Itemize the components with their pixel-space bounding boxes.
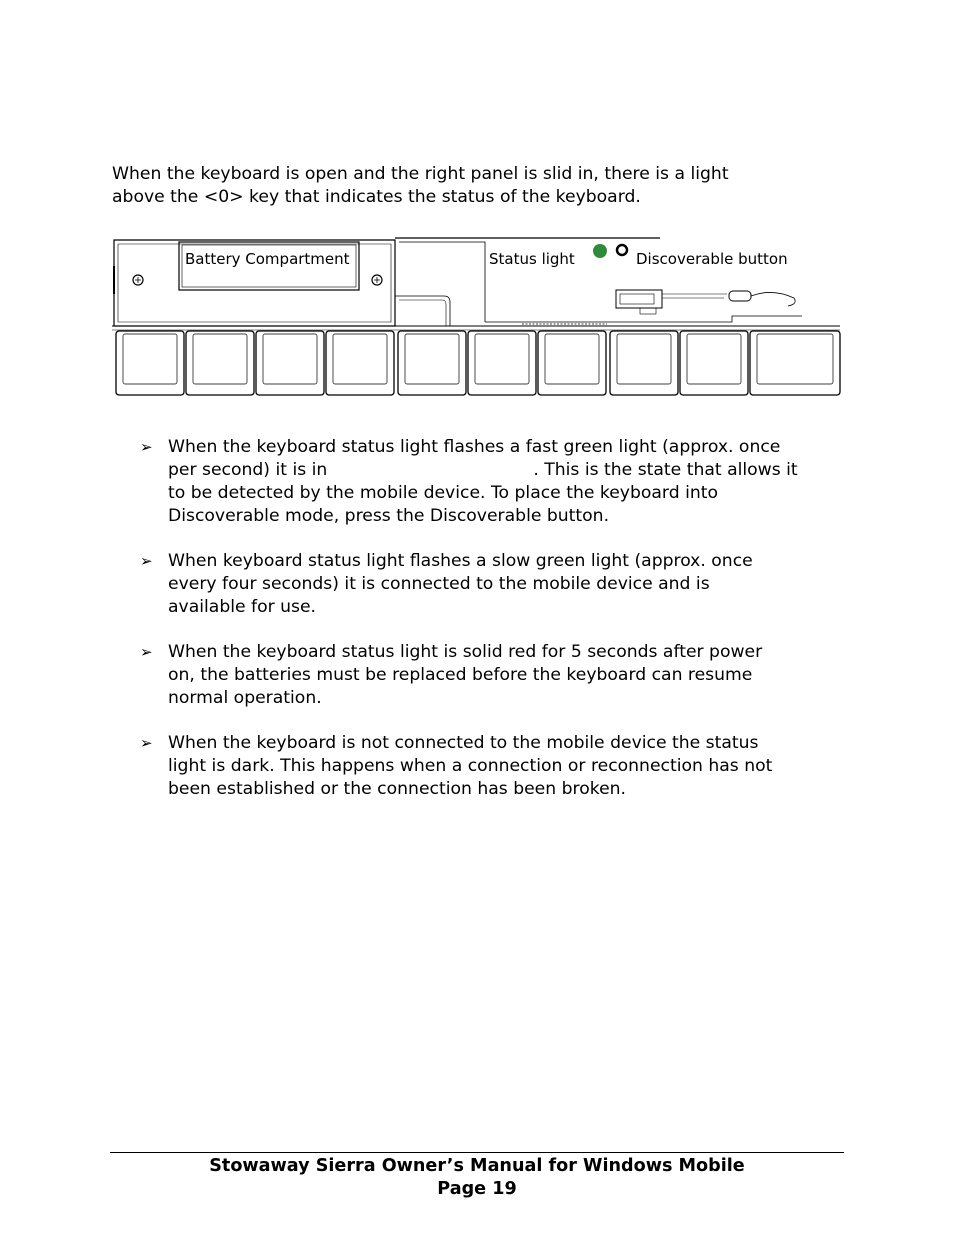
bullet-line: light is dark. This happens when a connection or reconnection has not — [168, 756, 773, 776]
bullet-line — [168, 459, 848, 482]
bullet-arrow-icon: ➢ — [140, 643, 153, 661]
footer-title: Stowaway Sierra Owner’s Manual for Windows Mobile — [209, 1156, 745, 1176]
bullet-line: been established or the connection has been broken. — [168, 779, 626, 799]
bullet-arrow-icon: ➢ — [140, 438, 153, 456]
bullet-line: Discoverable mode, press the Discoverable button. — [168, 506, 610, 526]
bullet-line: normal operation. — [168, 688, 322, 708]
bullet-line: on, the batteries must be replaced before the keyboard can resume — [168, 665, 753, 685]
key — [610, 331, 678, 395]
key — [538, 331, 606, 395]
bullet-line: available for use. — [168, 597, 317, 617]
bullet-line: When the keyboard status light flashes a fast green light (approx. once — [168, 437, 781, 457]
bullet-line: every four seconds) it is connected to the mobile device and is — [168, 574, 710, 594]
list-item — [138, 550, 848, 619]
keyboard-figure — [112, 236, 842, 398]
intro-line: above the <0> key that indicates the status of the keyboard. — [112, 187, 641, 207]
key — [186, 331, 254, 395]
list-item — [138, 641, 848, 710]
list-item — [138, 436, 848, 528]
bullet-line: When the keyboard status light is solid red for 5 seconds after power — [168, 642, 763, 662]
bullet-line: to be detected by the mobile device. To place the keyboard into — [168, 483, 718, 503]
page-number: Page 19 — [437, 1179, 517, 1199]
footer-divider — [110, 1152, 844, 1153]
status-light-indicator — [593, 244, 607, 258]
status-list — [138, 436, 848, 823]
bullet-line: When the keyboard is not connected to the mobile device the status — [168, 733, 759, 753]
bullet-arrow-icon: ➢ — [140, 734, 153, 752]
key — [750, 331, 840, 395]
status-light-label: Status light — [489, 250, 575, 268]
intro-line: When the keyboard is open and the right panel is slid in, there is a light — [112, 164, 729, 184]
list-item — [138, 732, 848, 801]
key — [680, 331, 748, 395]
bullet-line-part: per second) it is in — [168, 460, 328, 480]
discoverable-button-indicator — [617, 245, 627, 255]
keyboard-diagram — [112, 236, 842, 398]
discoverable-button-label: Discoverable button — [636, 250, 788, 268]
page-footer — [110, 1155, 844, 1201]
key — [398, 331, 466, 395]
key — [256, 331, 324, 395]
bullet-line-part: . This is the state that allows it — [533, 460, 798, 480]
switch-housing — [616, 290, 662, 308]
key — [116, 331, 184, 395]
battery-compartment-label: Battery Compartment — [185, 250, 350, 268]
key — [326, 331, 394, 395]
intro-paragraph — [112, 163, 812, 209]
bullet-arrow-icon: ➢ — [140, 552, 153, 570]
key — [468, 331, 536, 395]
bullet-line: When keyboard status light flashes a slow green light (approx. once — [168, 551, 753, 571]
